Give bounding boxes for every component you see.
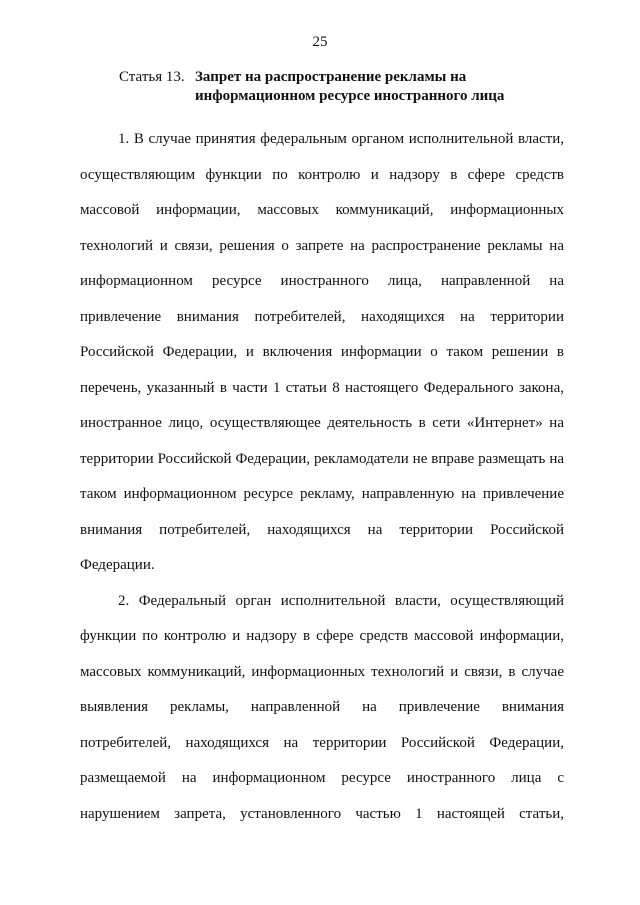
text-line: выявления рекламы, направленной на привлечение внимания [80, 699, 564, 715]
text-line: размещаемой на информационном ресурсе иностранного лица с [80, 770, 564, 786]
article-title-line-1: Запрет на распространение рекламы на [195, 69, 467, 85]
text-line: технологий и связи, решения о запрете на распространение рекламы на [80, 237, 564, 254]
text-line: внимания потребителей, находящихся на территории Российской [80, 521, 564, 538]
text-line: осуществляющим функции по контролю и надзору в сфере средств [80, 166, 564, 183]
text-line: привлечение внимания потребителей, находящихся на территории [80, 308, 564, 325]
paragraph-1 [80, 122, 564, 584]
article-heading-row [119, 68, 579, 87]
text-line: 1. В случае принятия федеральным органом исполнительной власти, [118, 131, 564, 147]
text-line: таком информационном ресурсе рекламу, направленную на привлечение [80, 486, 564, 502]
text-line: массовой информации, массовых коммуникаций, информационных [80, 202, 564, 218]
text-line: потребителей, находящихся на территории Российской Федерации, [80, 734, 564, 751]
article-heading [119, 68, 579, 106]
text-line: перечень, указанный в части 1 статьи 8 настоящего Федерального закона, [80, 379, 564, 396]
text-line: 2. Федеральный орган исполнительной власти, осуществляющий [118, 592, 564, 609]
text-line: Российской Федерации, и включения информации о таком решении в [80, 344, 564, 360]
paragraph-2 [80, 584, 564, 833]
page-number: 25 [312, 34, 328, 50]
text-line: иностранное лицо, осуществляющее деятельность в сети «Интернет» на [80, 415, 564, 431]
article-body [80, 122, 564, 832]
text-line: Федерации. [80, 557, 155, 573]
text-line: функции по контролю и надзору в сфере средств массовой информации, [80, 628, 564, 644]
article-number: Статья 13. [119, 69, 185, 85]
text-line: массовых коммуникаций, информационных технологий и связи, в случае [80, 663, 564, 680]
text-line: информационном ресурсе иностранного лица, направленной на [80, 273, 564, 289]
text-line: территории Российской Федерации, рекламодатели не вправе размещать на [80, 450, 564, 467]
article-title-line-2: информационном ресурсе иностранного лица [195, 88, 505, 104]
text-line: нарушением запрета, установленного частью 1 настоящей статьи, [80, 805, 564, 822]
